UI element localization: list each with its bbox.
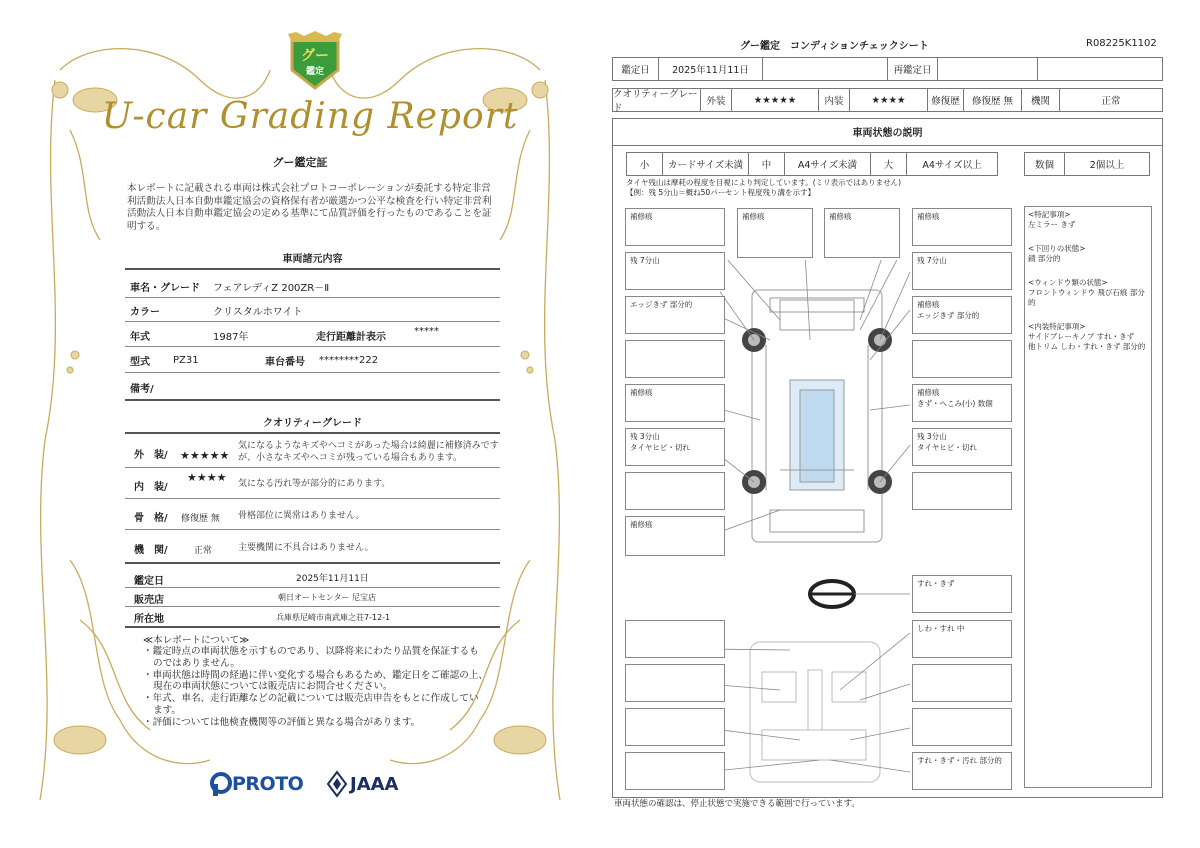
jaaa-logo-icon bbox=[326, 770, 348, 798]
chassis-label: 車台番号 bbox=[265, 357, 305, 368]
frame-desc: 骨格部位に異常はありません。 bbox=[238, 511, 365, 521]
tyre-note bbox=[626, 178, 901, 198]
logo-text-main: グー bbox=[301, 48, 329, 64]
engine-desc: 主要機関に不具合はありません。 bbox=[238, 543, 374, 553]
date-blank bbox=[1038, 58, 1162, 80]
note-box: すれ・きず bbox=[912, 575, 1012, 613]
divider bbox=[125, 529, 500, 530]
about-item: ・年式、車名、走行距離などの記載については販売店申告をもとに作成しています。 bbox=[143, 693, 479, 716]
note-line: エッジきず 部分的 bbox=[917, 311, 980, 320]
engine-label: 機関 bbox=[1022, 89, 1060, 111]
about-title: ≪本レポートについて≫ bbox=[143, 635, 250, 646]
note-box: 補修痕 bbox=[625, 208, 725, 246]
size-small-desc: カードサイズ未満 bbox=[663, 153, 749, 175]
note-box: すれ・きず・汚れ 部分的 bbox=[912, 752, 1012, 790]
about-list bbox=[143, 646, 488, 729]
special-block bbox=[1028, 322, 1148, 352]
interior-label: 内装 bbox=[819, 89, 850, 111]
note-box bbox=[912, 428, 1012, 466]
quality-heading: クオリティーグレード bbox=[263, 418, 362, 429]
report-number: R08225K1102 bbox=[1086, 38, 1157, 49]
footer-logos bbox=[210, 768, 410, 802]
note-line: タイヤヒビ・切れ bbox=[630, 443, 690, 452]
note-box bbox=[912, 296, 1012, 334]
engine-label: 機 関/ bbox=[134, 545, 168, 556]
size-legend bbox=[626, 152, 998, 176]
note-box bbox=[625, 752, 725, 790]
proto-logo-text: PROTO bbox=[232, 773, 304, 795]
date-value: 2025年11月11日 bbox=[659, 58, 763, 80]
note-box: 補修痕 bbox=[824, 208, 900, 258]
sheet-title: グー鑑定 コンディションチェックシート bbox=[740, 41, 929, 52]
divider bbox=[125, 626, 500, 628]
tyre-note-line: 【例：残 5分山＝概ね50パーセント程度残り溝を示す】 bbox=[626, 188, 816, 197]
frame-label: 骨 格/ bbox=[134, 513, 168, 524]
count-label: 数個 bbox=[1025, 153, 1065, 175]
special-value: 左ミラー きず bbox=[1028, 220, 1076, 229]
name-value: フェアレディZ 200ZR－Ⅱ bbox=[213, 283, 330, 294]
logo-text-sub: 鑑定 bbox=[305, 67, 325, 77]
divider bbox=[125, 562, 500, 564]
divider bbox=[125, 467, 500, 468]
exterior-desc: 気になるようなキズやヘコミがあった場合は綺麗に補修済みですが、小さなキズやヘコミが残っている場合もあります。 bbox=[238, 441, 499, 463]
exterior-label: 外 装/ bbox=[134, 450, 168, 461]
note-line: 補修痕 bbox=[917, 388, 940, 397]
note-box bbox=[625, 708, 725, 746]
about-item: ・評価については他検査機関等の評価と異なる場合があります。 bbox=[143, 716, 421, 728]
note-box bbox=[625, 620, 725, 658]
condition-check-sheet bbox=[600, 0, 1200, 848]
repair-label: 修復歴 bbox=[928, 89, 964, 111]
address-label: 所在地 bbox=[134, 614, 164, 625]
exterior-stars: ★★★★★ bbox=[732, 89, 819, 111]
color-value: クリスタルホワイト bbox=[213, 307, 303, 318]
divider bbox=[125, 432, 500, 434]
date-row bbox=[612, 57, 1163, 81]
count-value: 2個以上 bbox=[1089, 160, 1125, 171]
certificate-title: グー鑑定証 bbox=[272, 156, 328, 169]
divider bbox=[125, 399, 500, 401]
certificate-intro: 本レポートに記載される車両は株式会社プロトコーポレーションが委託する特定非営利活動法人日本自動車鑑定協会の資格保有者が厳選かつ公平な検査を行い特定非営利活動法人日本自動車鑑定協会の定める基準にて品質評価を行ったものであることを証明する。 bbox=[127, 183, 492, 232]
note-box: しわ・すれ 中 bbox=[912, 620, 1012, 658]
divider bbox=[125, 606, 500, 607]
interior-diagram bbox=[750, 642, 880, 782]
note-box bbox=[912, 708, 1012, 746]
jaaa-logo-text: JAAA bbox=[350, 774, 399, 795]
interior-desc: 気になる汚れ等が部分的にあります。 bbox=[238, 479, 391, 489]
redate-label: 再鑑定日 bbox=[888, 58, 938, 80]
about-item: ・車両状態は時間の経過に伴い変化する場合もあるため、鑑定日をご確認の上、現在の車両状態については販売店にお問合せください。 bbox=[143, 669, 488, 693]
mileage-value: ***** bbox=[414, 326, 439, 337]
exterior-label: 外装 bbox=[701, 89, 732, 111]
about-item: ・鑑定時点の車両状態を示すものであり、以降将来にわたり品質を保証するものではありません。 bbox=[143, 646, 479, 669]
note-box: エッジきず 部分的 bbox=[625, 296, 725, 334]
note-box bbox=[625, 664, 725, 702]
special-block bbox=[1028, 278, 1148, 308]
size-small: 小 bbox=[627, 153, 663, 175]
model-value: PZ31 bbox=[173, 355, 199, 366]
engine-value: 正常 bbox=[1101, 96, 1121, 107]
roof bbox=[800, 390, 834, 482]
mileage-label: 走行距離計表示 bbox=[316, 332, 386, 343]
remarks-label: 備考/ bbox=[130, 384, 154, 395]
engine-value: 正常 bbox=[194, 546, 213, 556]
note-box bbox=[912, 384, 1012, 422]
special-heading: <ウィンドウ類の状態> bbox=[1028, 278, 1108, 287]
size-large: 大 bbox=[871, 153, 907, 175]
divider bbox=[125, 321, 500, 322]
year-value: 1987年 bbox=[213, 332, 249, 343]
special-block bbox=[1028, 210, 1148, 230]
panel-title: 車両状態の説明 bbox=[612, 118, 1163, 146]
special-notes bbox=[1024, 206, 1152, 788]
note-box: 補修痕 bbox=[737, 208, 813, 258]
tyre-note-line: タイヤ残山は摩耗の程度を目視により判定しています。(ミリ表示ではありません) bbox=[626, 178, 902, 187]
size-mid: 中 bbox=[749, 153, 785, 175]
quality-label: クオリティーグレード bbox=[613, 89, 701, 111]
steering-wheel bbox=[810, 581, 854, 607]
inspection-date-label: 鑑定日 bbox=[134, 576, 164, 587]
interior-label: 内 装/ bbox=[134, 482, 168, 493]
rear-bumper bbox=[770, 510, 864, 532]
note-box: 補修痕 bbox=[625, 384, 725, 422]
special-heading: <内装特記事項> bbox=[1028, 322, 1086, 331]
exterior-stars: ★★★★★ bbox=[180, 449, 230, 462]
note-box bbox=[625, 428, 725, 466]
special-value: フロントウィンドウ 飛び石痕 部分的 bbox=[1028, 288, 1145, 307]
special-value: 他トリム しわ・すれ・きず 部分的 bbox=[1028, 342, 1146, 351]
repair-value: 修復歴 無 bbox=[964, 89, 1022, 111]
divider bbox=[125, 372, 500, 373]
frame-value: 修復歴 無 bbox=[181, 514, 220, 524]
interior-stars: ★★★★ bbox=[850, 89, 928, 111]
divider bbox=[125, 587, 500, 588]
date-blank bbox=[763, 58, 888, 80]
note-line: タイヤヒビ・切れ bbox=[917, 443, 977, 452]
divider bbox=[125, 268, 500, 270]
quality-row bbox=[612, 88, 1163, 112]
redate-value bbox=[938, 58, 1038, 80]
dealer-value: 朝日オートセンター 尼宝店 bbox=[278, 593, 376, 602]
note-line: きず・へこみ(小) 数個 bbox=[917, 399, 993, 408]
note-box bbox=[912, 340, 1012, 378]
divider bbox=[125, 297, 500, 298]
note-line: 残 3分山 bbox=[630, 432, 660, 441]
color-label: カラー bbox=[130, 307, 160, 318]
note-box: 補修痕 bbox=[625, 516, 725, 556]
specs-heading: 車両諸元内容 bbox=[282, 254, 343, 265]
name-label: 車名・グレード bbox=[130, 283, 200, 294]
year-label: 年式 bbox=[130, 332, 150, 343]
note-box bbox=[625, 472, 725, 510]
interior-stars: ★★★★ bbox=[187, 471, 227, 484]
chassis-value: ********222 bbox=[319, 355, 379, 366]
count-legend bbox=[1024, 152, 1150, 176]
address-value: 兵庫県尼崎市南武庫之荘7-12-1 bbox=[276, 613, 391, 622]
note-box bbox=[625, 340, 725, 378]
divider bbox=[125, 346, 500, 347]
goo-kantei-logo bbox=[286, 30, 344, 92]
divider bbox=[125, 498, 500, 499]
note-box bbox=[912, 664, 1012, 702]
model-label: 型式 bbox=[130, 357, 150, 368]
note-box bbox=[912, 472, 1012, 510]
date-label: 鑑定日 bbox=[613, 58, 659, 80]
size-mid-desc: A4サイズ未満 bbox=[785, 153, 871, 175]
note-box: 残 7分山 bbox=[912, 252, 1012, 290]
note-line: 補修痕 bbox=[917, 300, 940, 309]
special-value: サイドブレーキノブ すれ・きず bbox=[1028, 332, 1135, 341]
size-large-desc: A4サイズ以上 bbox=[922, 160, 982, 171]
hood bbox=[780, 300, 854, 330]
special-heading: <下回りの状態> bbox=[1028, 244, 1086, 253]
special-block bbox=[1028, 244, 1148, 264]
special-value: 錆 部分的 bbox=[1028, 254, 1061, 263]
special-heading: <特記事項> bbox=[1028, 210, 1071, 219]
proto-logo-icon bbox=[210, 772, 232, 796]
dealer-label: 販売店 bbox=[134, 595, 164, 606]
note-line: 残 3分山 bbox=[917, 432, 947, 441]
note-box: 補修痕 bbox=[912, 208, 1012, 246]
bottom-note: 車両状態の確認は、停止状態で実施できる範囲で行っています。 bbox=[614, 799, 860, 809]
note-box: 残 7分山 bbox=[625, 252, 725, 290]
script-title: U-car Grading Report bbox=[101, 96, 519, 137]
inspection-date-value: 2025年11月11日 bbox=[296, 574, 369, 584]
